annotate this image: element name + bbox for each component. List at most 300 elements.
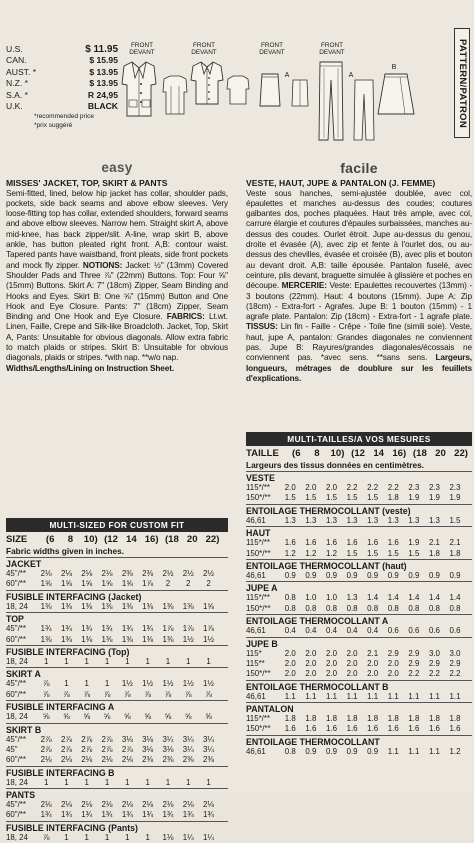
yardage-value: 1⅝ bbox=[101, 579, 113, 589]
yardage-value: ⅞ bbox=[205, 689, 212, 699]
yardage-value: 0.8 bbox=[284, 746, 296, 756]
size-value: (6 bbox=[45, 534, 55, 545]
yardage-value: 2.0 bbox=[325, 658, 337, 668]
yardage-value: 2.0 bbox=[284, 648, 296, 658]
yardage-value: 2⅜ bbox=[142, 755, 154, 765]
yardage-value: 0.8 bbox=[428, 603, 440, 613]
yardage-value: 0.6 bbox=[449, 626, 461, 636]
size-value: 16) bbox=[392, 448, 407, 459]
yardage-value: 1¾ bbox=[121, 810, 133, 820]
yardage-value: 2⅜ bbox=[182, 755, 194, 765]
yardage-value: 1⅞ bbox=[142, 579, 154, 589]
yardage-value: 2.2 bbox=[408, 669, 420, 679]
yardage-value: 1.6 bbox=[325, 724, 337, 734]
yardage-value: 1.8 bbox=[367, 714, 379, 724]
yardage-value: 0.8 bbox=[367, 603, 379, 613]
yardage-value: 2½ bbox=[162, 569, 174, 578]
yardage-value: 1⅜ bbox=[142, 601, 154, 611]
yardage-value: 1.1 bbox=[449, 691, 461, 701]
yardage-value: 1.8 bbox=[449, 548, 461, 558]
price-row bbox=[6, 78, 118, 89]
yardage-row bbox=[6, 635, 228, 645]
yardage-value: 1 bbox=[125, 656, 130, 666]
size-value: 14 bbox=[373, 448, 384, 459]
yardage-value: 2 bbox=[186, 579, 191, 589]
yardage-value: ⅝ bbox=[63, 712, 70, 722]
yardage-value: ⅝ bbox=[83, 712, 91, 722]
price-amount: BLACK bbox=[87, 101, 118, 112]
size-value: 20 bbox=[435, 448, 446, 459]
yardage-value: 1⅞ bbox=[182, 624, 194, 634]
yardage-value: 1.5 bbox=[367, 493, 379, 503]
yardage-value: 1.6 bbox=[428, 724, 440, 734]
size-value: (18 bbox=[164, 534, 179, 545]
fabric-width-label: 150*/** bbox=[246, 548, 271, 558]
yardage-value: 1⅝ bbox=[40, 579, 52, 589]
yardage-row bbox=[246, 593, 472, 603]
yardage-section-title: ENTOILAGE THERMOCOLLANT bbox=[246, 735, 472, 747]
yardage-value: 1¼ bbox=[203, 832, 215, 842]
yardage-value: 2⅜ bbox=[121, 569, 133, 578]
yardage-value: 1.8 bbox=[428, 548, 440, 558]
yardage-value: 0.9 bbox=[325, 570, 337, 580]
yardage-value: 2.2 bbox=[346, 483, 358, 492]
yardage-value: 2.0 bbox=[325, 669, 337, 679]
yardage-value: 2⅛ bbox=[40, 800, 52, 810]
yardage-table-fr bbox=[246, 447, 472, 757]
yardage-value: 1⅜ bbox=[40, 634, 52, 644]
yardage-value: 1.6 bbox=[387, 724, 399, 734]
skirt-a-front-sketch bbox=[258, 72, 282, 108]
yardage-value: 0.8 bbox=[408, 603, 420, 613]
fabric-width-label: 45"/** bbox=[6, 624, 26, 634]
fabric-width-label: 18, 24 bbox=[6, 832, 28, 842]
yardage-value: 0.8 bbox=[387, 603, 399, 613]
yardage-value: 1 bbox=[104, 679, 110, 689]
yardage-value: 2⅞ bbox=[101, 744, 113, 754]
yardage-value: 2⅛ bbox=[40, 569, 52, 578]
yardage-value: 1⅜ bbox=[60, 634, 72, 644]
yardage-value: 1½ bbox=[182, 679, 194, 689]
yardage-value: 1⅜ bbox=[101, 601, 113, 611]
yardage-value: 2.0 bbox=[325, 483, 337, 492]
yardage-value: 2⅞ bbox=[40, 744, 52, 754]
size-value: (18 bbox=[412, 448, 427, 459]
yardage-value: 1 bbox=[84, 832, 89, 842]
yardage-value: 3⅛ bbox=[121, 734, 133, 744]
yardage-value: 1¾ bbox=[40, 624, 52, 634]
yardage-value: 2 bbox=[165, 579, 171, 589]
yardage-row bbox=[6, 778, 228, 788]
fabric-width-label: 150*/** bbox=[246, 724, 271, 734]
size-value: 22) bbox=[205, 534, 220, 545]
description-en bbox=[6, 189, 228, 374]
yardage-value: 2.0 bbox=[346, 658, 358, 668]
yardage-value: ⅝ bbox=[42, 712, 50, 722]
yardage-value: 1.3 bbox=[367, 515, 379, 525]
yardage-section-title: ENTOILAGE THERMOCOLLANT (veste) bbox=[246, 504, 472, 516]
yardage-value: 1.9 bbox=[408, 538, 420, 548]
yardage-section-title: HAUT bbox=[246, 526, 472, 538]
yardage-value: ⅝ bbox=[124, 712, 131, 722]
yardage-row bbox=[6, 690, 228, 700]
price-country: S.A. * bbox=[6, 89, 28, 100]
skirt-a-back-sketch bbox=[290, 78, 310, 108]
size-value: 8 bbox=[67, 534, 74, 545]
yardage-value: 2.2 bbox=[367, 483, 379, 492]
price-list bbox=[6, 44, 118, 130]
yardage-value: 0.9 bbox=[284, 570, 296, 580]
yardage-value: 1⅜ bbox=[40, 601, 52, 611]
yardage-value: 1.2 bbox=[325, 548, 337, 558]
yardage-value: 1.6 bbox=[284, 538, 296, 548]
yardage-value: 1.3 bbox=[346, 515, 358, 525]
yardage-value: 2⅛ bbox=[101, 755, 113, 765]
fabric-width-note: Fabric widths given in inches. bbox=[6, 546, 125, 556]
yardage-value: 0.9 bbox=[428, 570, 440, 580]
yardage-band-en: MULTI-SIZED FOR CUSTOM FIT bbox=[6, 518, 228, 532]
yardage-value: 1.6 bbox=[449, 724, 461, 734]
yardage-value: 2⅛ bbox=[182, 800, 194, 810]
yardage-value: 2⅛ bbox=[121, 800, 133, 810]
yardage-value: 1.5 bbox=[284, 493, 296, 503]
top-back-sketch bbox=[226, 74, 250, 106]
yardage-section-title: PANTALON bbox=[246, 702, 472, 714]
yardage-value: 1.3 bbox=[408, 515, 420, 525]
yardage-value: 2.2 bbox=[449, 669, 461, 679]
yardage-value: 1.8 bbox=[325, 714, 337, 724]
yardage-section-title: TOP bbox=[6, 612, 228, 624]
yardage-value: 1 bbox=[165, 656, 171, 666]
size-value: 8 bbox=[314, 448, 320, 459]
yardage-row bbox=[6, 657, 228, 667]
price-row bbox=[6, 44, 118, 55]
yardage-value: 1.6 bbox=[346, 538, 358, 548]
yardage-value: 1 bbox=[104, 777, 110, 787]
yardage-value: ⅝ bbox=[164, 712, 172, 722]
yardage-value: 1.3 bbox=[284, 515, 296, 525]
yardage-value: ⅞ bbox=[124, 689, 131, 699]
yardage-value: 2⅛ bbox=[81, 800, 93, 810]
yardage-value: 1¾ bbox=[142, 624, 154, 634]
fabric-width-label: 18, 24 bbox=[6, 601, 28, 611]
yardage-value: 2⅛ bbox=[162, 800, 174, 810]
yardage-value: 1 bbox=[145, 777, 150, 787]
yardage-value: 2.1 bbox=[449, 538, 461, 548]
yardage-value: 2⅛ bbox=[121, 755, 133, 765]
yardage-section-title: SKIRT B bbox=[6, 723, 228, 735]
yardage-section-title: FUSIBLE INTERFACING A bbox=[6, 700, 228, 712]
yardage-row bbox=[6, 602, 228, 612]
yardage-value: 2.3 bbox=[408, 483, 420, 492]
yardage-row bbox=[6, 569, 228, 579]
yardage-row bbox=[246, 747, 472, 757]
size-label: SIZE bbox=[6, 534, 28, 545]
size-value: (12 bbox=[351, 448, 366, 459]
yardage-value: 1 bbox=[64, 679, 69, 689]
yardage-value: 0.9 bbox=[346, 570, 358, 580]
yardage-value: 1¾ bbox=[142, 810, 154, 820]
yardage-value: 1½ bbox=[162, 679, 174, 689]
description-text-fr: Veste sous hanches, semi-ajustée doublée, avec col, épaulettes et manches au-dessus des coudes; coutures galbantes dos, poches plaquées. Haut très ample, avec col, carrure élargie et coutures d'épaules surbaissées, manches au-dessus des coudes. Ourlet étroit. Jupe au-dessus du genou, droite et évasée (A), avec zip et fente à l'ourlet dos, ou au-dessus des chevilles, évasée et croisée (B), avec plis et bouton au devant droit. A,B: taille épousée. Pantalon fuselé, avec ceinture, plis devant, braguette simulée à glissière et poches en découpe. bbox=[246, 188, 472, 291]
size-value: 22) bbox=[454, 448, 468, 459]
price-row bbox=[6, 90, 118, 101]
fabric-width-label: 18, 24 bbox=[6, 712, 28, 722]
yardage-section-title: FUSIBLE INTERFACING (Jacket) bbox=[6, 590, 228, 602]
yardage-value: 2⅛ bbox=[101, 800, 113, 810]
notions-text-fr: Veste: Epaulettes recouvertes (13mm) - 3 boutons (22mm). Haut: 4 boutons (15mm). Jupe A: Zip (18cm) - Extra-fort - Agrafes. Jupe B: 1 bouton (15mm) - 1 agrafe plate. Pantalon: Zip (18cm) - Extra-fort - 1 agrafe plate. bbox=[246, 281, 472, 322]
yardage-value: 1 bbox=[64, 777, 69, 787]
yardage-value: 2.9 bbox=[428, 658, 440, 668]
yardage-row bbox=[246, 516, 472, 526]
size-value: 14 bbox=[126, 534, 137, 545]
yardage-value: 1.5 bbox=[325, 493, 337, 503]
yardage-value: 1.1 bbox=[387, 691, 399, 701]
yardage-value: ⅞ bbox=[42, 689, 50, 699]
yardage-value: 1 bbox=[84, 656, 89, 666]
yardage-value: ⅝ bbox=[144, 712, 151, 722]
yardage-value: 1.1 bbox=[387, 746, 399, 756]
pants-back-sketch bbox=[352, 78, 376, 142]
yardage-value: 2.0 bbox=[367, 658, 379, 668]
yardage-value: 0.6 bbox=[387, 626, 399, 636]
yardage-section-title: JUPE A bbox=[246, 581, 472, 593]
yardage-value: 0.9 bbox=[408, 570, 420, 580]
garment-sketches bbox=[118, 36, 418, 144]
yardage-value: 1 bbox=[43, 656, 49, 666]
yardage-row bbox=[246, 724, 472, 734]
yardage-value: 1.5 bbox=[449, 515, 461, 525]
view-letter-a1: A bbox=[284, 72, 290, 79]
footer-text-en: Widths/Lengths/Lining on Instruction Sheet. bbox=[6, 363, 175, 373]
yardage-value: 1 bbox=[104, 656, 110, 666]
yardage-value: 2⅞ bbox=[60, 734, 72, 744]
yardage-value: 2⅞ bbox=[81, 734, 93, 744]
size-header-row bbox=[246, 447, 472, 460]
fabric-width-label: 150*/** bbox=[246, 603, 271, 613]
yardage-value: 1.8 bbox=[408, 714, 420, 724]
yardage-row bbox=[246, 669, 472, 679]
yardage-value: 1¾ bbox=[101, 624, 113, 634]
yardage-value: 1.8 bbox=[428, 714, 440, 724]
yardage-value: 2.3 bbox=[449, 483, 461, 492]
yardage-value: 2⅛ bbox=[60, 569, 72, 578]
yardage-value: 3⅛ bbox=[162, 744, 174, 754]
yardage-value: ⅞ bbox=[103, 689, 111, 699]
yardage-value: 2.9 bbox=[408, 648, 420, 658]
yardage-value: 1.1 bbox=[305, 691, 317, 701]
fabric-width-label: 46,61 bbox=[246, 626, 266, 636]
yardage-value: 0.8 bbox=[305, 603, 317, 613]
yardage-value: 1.2 bbox=[449, 746, 461, 756]
yardage-value: 0.9 bbox=[305, 746, 317, 756]
yardage-value: 3.0 bbox=[449, 648, 461, 658]
yardage-value: 0.9 bbox=[346, 746, 358, 756]
yardage-section-title: ENTOILAGE THERMOCOLLANT (haut) bbox=[246, 559, 472, 571]
yardage-value: 1.5 bbox=[346, 548, 358, 558]
fabric-width-label: 46,61 bbox=[246, 691, 266, 701]
description-text-en: Semi-fitted, lined, below hip jacket has collar, shoulder pads, pockets, side back seams and above elbow sleeves. Very loose-fitting top has collar, extended shoulders, forward seams and above elbow sleeves. Narrow hem. Straight skirt A, above mid-knee, has back zipper/slit. A-line, wrap skirt B, above ankle, has button pleated right front. A,B: contour waist. Tapered pants have waistband, front pleats, side front pockets and mock fly zipper. bbox=[6, 188, 228, 270]
yardage-value: 1.1 bbox=[408, 746, 420, 756]
english-column bbox=[6, 158, 228, 374]
yardage-value: 1¾ bbox=[182, 810, 194, 820]
notions-text-en: Jacket: ½" (13mm) Covered Shoulder Pads and Three ⅞" (22mm) Buttons. Top: Four ⅝" (15mm) Buttons. Skirt A: 7" (18cm) Zipper, Seam Binding and Hooks and Eyes. Skirt B: One ⅝" (15mm) Button and One Hook and Eye Closure. Pants: 7" (18cm) Zipper, Seam Binding and One Hook and Eye Closure. bbox=[6, 260, 228, 322]
price-amount: R 24,95 bbox=[87, 89, 118, 100]
yardage-value: 3¼ bbox=[182, 734, 194, 744]
yardage-value: 1¾ bbox=[60, 810, 72, 820]
price-amount: $ 15.95 bbox=[89, 55, 118, 66]
fabrics-text-en: Lt.wt. Linen, Faille, Crepe and Silk-like Broadcloth. Jacket, Top, Skirt A, Pants: Unsuitable for obvious diagonals. Allow extra fabric to match plaids or stripes. Skirt B: Unsuitable for obvious diagonals, plaids or stripes. *with nap. **w/o nap. bbox=[6, 312, 228, 363]
yardage-value: 1¾ bbox=[101, 810, 113, 820]
fabric-width-note: Largeurs des tissus données en centimètres. bbox=[246, 460, 424, 470]
yardage-value: 2⅛ bbox=[60, 800, 72, 810]
yardage-value: 1.3 bbox=[428, 515, 440, 525]
yardage-value: 1½ bbox=[142, 679, 154, 689]
fabric-width-label: 60"/** bbox=[6, 810, 26, 820]
price-amount: $ 13.95 bbox=[89, 66, 118, 77]
yardage-value: 2.0 bbox=[387, 658, 399, 668]
yardage-value: 1.6 bbox=[408, 724, 420, 734]
yardage-section-title: ENTOILAGE THERMOCOLLANT A bbox=[246, 614, 472, 626]
yardage-row bbox=[246, 626, 472, 636]
view-label-top: FRONT DEVANT bbox=[191, 42, 217, 57]
yardage-value: 1.6 bbox=[387, 538, 399, 548]
notions-label-fr: MERCERIE: bbox=[281, 281, 327, 291]
size-value: 10) bbox=[83, 534, 98, 545]
fabric-width-label: 60"/** bbox=[6, 579, 26, 589]
yardage-value: 2.0 bbox=[305, 483, 317, 492]
yardage-value: 1 bbox=[145, 832, 150, 842]
yardage-value: 2.0 bbox=[346, 669, 358, 679]
pants-front-sketch bbox=[316, 60, 346, 142]
yardage-row bbox=[246, 549, 472, 559]
yardage-value: 2⅛ bbox=[142, 800, 154, 810]
yardage-value: 1¾ bbox=[121, 624, 133, 634]
yardage-value: 1 bbox=[145, 656, 150, 666]
jacket-back-sketch bbox=[162, 74, 188, 116]
yardage-value: 2.0 bbox=[305, 669, 317, 679]
notions-label-en: NOTIONS: bbox=[82, 260, 123, 270]
yardage-value: 2.0 bbox=[305, 658, 317, 668]
yardage-value: 2.9 bbox=[408, 658, 420, 668]
difficulty-heading-en: easy bbox=[101, 160, 133, 175]
yardage-value: ⅞ bbox=[63, 689, 70, 699]
description-fr bbox=[246, 189, 472, 385]
yardage-value: 1½ bbox=[121, 679, 133, 689]
yardage-value: ⅝ bbox=[103, 712, 111, 722]
yardage-value: 1.5 bbox=[305, 493, 317, 503]
price-amount: $ 11.95 bbox=[85, 44, 118, 55]
yardage-value: 1.6 bbox=[284, 724, 296, 734]
yardage-value: 1.5 bbox=[408, 548, 420, 558]
yardage-section-title: JUPE B bbox=[246, 637, 472, 649]
yardage-value: 0.8 bbox=[284, 593, 296, 603]
yardage-value: 1½ bbox=[203, 679, 215, 689]
fabrics-text-fr: Lin fin - Faille - Crêpe - Toile fine (simili soie). Veste, haut, jupe A, pantalon: Grandes diagonales ne conviennent pas. Jupe B: Rayures/grandes diagonales/écossais ne conviennent pas. *avec sens. **sans sens. bbox=[246, 322, 472, 363]
yardage-value: 1.1 bbox=[428, 691, 440, 701]
yardage-section-title: JACKET bbox=[6, 557, 228, 569]
yardage-row bbox=[246, 493, 472, 503]
yardage-value: 0.9 bbox=[367, 570, 379, 580]
yardage-value: 1.8 bbox=[449, 714, 461, 724]
yardage-value: 1¾ bbox=[60, 624, 72, 634]
yardage-value: 2⅛ bbox=[81, 755, 93, 765]
view-label-skirt: FRONT DEVANT bbox=[259, 42, 285, 57]
fabrics-label-en: FABRICS: bbox=[166, 312, 205, 322]
price-amount: $ 13.95 bbox=[89, 78, 118, 89]
yardage-value: 0.6 bbox=[408, 626, 420, 636]
yardage-value: 2.0 bbox=[367, 669, 379, 679]
fabric-width-label: 45"/** bbox=[6, 800, 26, 810]
yardage-value: 0.8 bbox=[284, 603, 296, 613]
pattern-tab: PATTERN/PATRON bbox=[454, 28, 470, 138]
fabric-width-label: 150*/** bbox=[246, 493, 271, 503]
yardage-value: 1.4 bbox=[428, 593, 440, 603]
yardage-value: 2.0 bbox=[387, 669, 399, 679]
yardage-value: 1¼ bbox=[182, 832, 194, 842]
yardage-value: 1 bbox=[125, 777, 130, 787]
fabric-width-label: 46,61 bbox=[246, 570, 266, 580]
yardage-value: 1⅝ bbox=[60, 579, 72, 589]
yardage-value: ⅞ bbox=[144, 689, 151, 699]
yardage-row bbox=[6, 810, 228, 820]
yardage-value: 0.9 bbox=[367, 746, 379, 756]
size-value: 20 bbox=[186, 534, 198, 545]
view-letter-a2: A bbox=[348, 72, 354, 79]
yardage-value: 1.6 bbox=[346, 724, 358, 734]
price-country: AUST. * bbox=[6, 66, 37, 77]
yardage-value: 1⅞ bbox=[203, 624, 215, 634]
yardage-value: 2⅞ bbox=[40, 734, 52, 744]
yardage-value: 1 bbox=[125, 832, 130, 842]
yardage-value: 1⅜ bbox=[162, 634, 174, 644]
yardage-value: 2⅛ bbox=[40, 755, 52, 765]
yardage-section-title: SKIRT A bbox=[6, 667, 228, 679]
yardage-value: 1¾ bbox=[81, 810, 93, 820]
yardage-value: 2½ bbox=[203, 569, 215, 578]
yardage-value: 1⅝ bbox=[203, 601, 215, 611]
yardage-value: 1.8 bbox=[284, 714, 296, 724]
yardage-value: 1.3 bbox=[305, 515, 317, 525]
yardage-value: 1 bbox=[84, 679, 89, 689]
yardage-value: 1 bbox=[84, 777, 89, 787]
size-value: (12 bbox=[104, 534, 118, 545]
yardage-value: 3¼ bbox=[203, 744, 215, 754]
yardage-value: 2⅜ bbox=[203, 755, 215, 765]
yardage-value: 2.0 bbox=[284, 658, 296, 668]
yardage-value: 1.0 bbox=[325, 593, 337, 603]
yardage-value: 0.4 bbox=[284, 626, 296, 636]
yardage-row bbox=[246, 659, 472, 669]
yardage-value: 2 bbox=[206, 579, 211, 589]
yardage-value: 1.1 bbox=[325, 691, 337, 701]
yardage-value: 2⅞ bbox=[81, 744, 93, 754]
size-value: 16) bbox=[144, 534, 159, 545]
yardage-value: 1⅜ bbox=[121, 634, 133, 644]
price-country: CAN. bbox=[6, 55, 27, 66]
yardage-value: 1⅜ bbox=[142, 634, 154, 644]
yardage-value: ⅞ bbox=[42, 832, 50, 842]
yardage-value: 1.2 bbox=[284, 548, 296, 558]
pattern-title-en: MISSES' JACKET, TOP, SKIRT & PANTS bbox=[6, 178, 168, 188]
yardage-value: 1 bbox=[64, 656, 69, 666]
price-country: U.K. bbox=[6, 101, 23, 112]
yardage-value: 1.3 bbox=[325, 515, 337, 525]
yardage-value: 1.4 bbox=[408, 593, 420, 603]
yardage-value: 0.9 bbox=[305, 570, 317, 580]
yardage-value: 1.4 bbox=[449, 593, 461, 603]
price-note: *prix suggéré bbox=[34, 122, 73, 130]
